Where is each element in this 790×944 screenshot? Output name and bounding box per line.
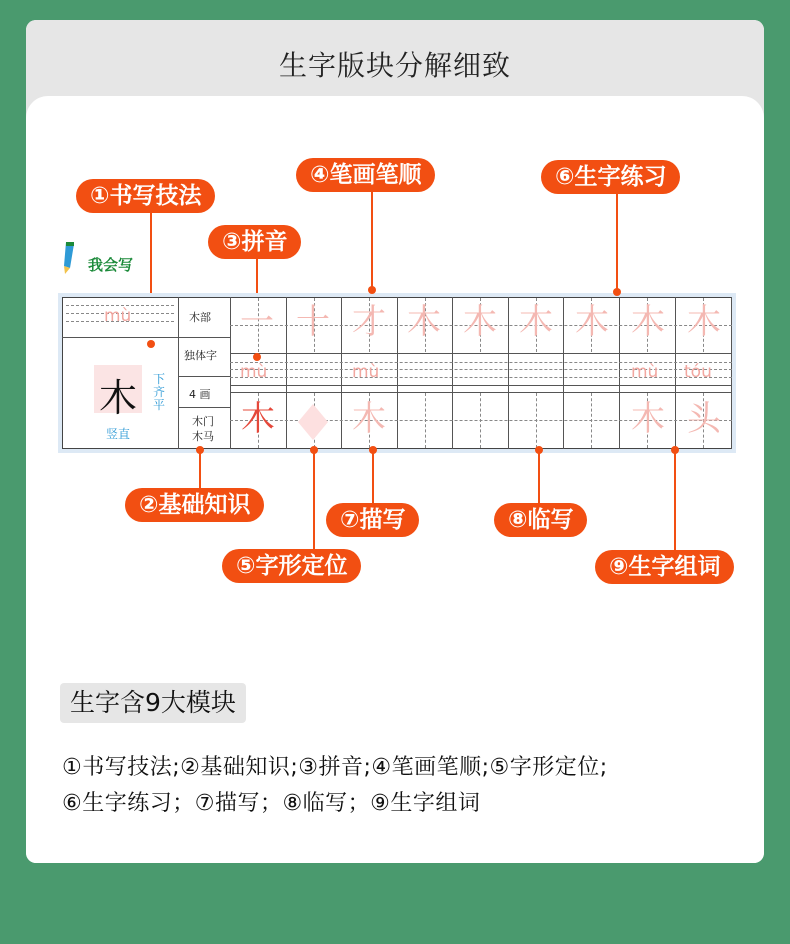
grid-line xyxy=(675,297,676,449)
stroke-name: 竖直 xyxy=(106,427,131,441)
label-pinyin: ③拼音 xyxy=(208,225,301,259)
module-list-line-2: ⑥生字练习；⑦描写；⑧临写；⑨生字组词 xyxy=(62,791,481,816)
stroke-step: 木 xyxy=(463,302,497,342)
connector-line xyxy=(372,450,374,503)
connector-dot xyxy=(535,446,543,454)
grid-line xyxy=(563,297,564,449)
worksheet-heading-text: 我会写 xyxy=(88,256,134,274)
word-line-1: 木门 xyxy=(192,415,214,428)
glyph-position-marker xyxy=(296,402,330,442)
label-copying: ⑧临写 xyxy=(494,503,587,537)
grid-line xyxy=(178,407,230,408)
connector-dot xyxy=(147,340,155,348)
stroke-step: 木 xyxy=(519,302,553,342)
model-character: 木 xyxy=(241,399,275,439)
grid-line xyxy=(230,385,732,386)
connector-line xyxy=(538,450,540,503)
grid-line xyxy=(397,297,398,449)
label-glyph-positioning: ⑤字形定位 xyxy=(222,549,361,583)
grid-line xyxy=(452,297,453,449)
connector-line xyxy=(313,450,315,549)
label-tracing: ⑦描写 xyxy=(326,503,419,537)
grid-line xyxy=(286,297,287,449)
radical-info: 木部 xyxy=(189,311,211,324)
connector-dot xyxy=(369,446,377,454)
word-character: 木 xyxy=(631,399,665,439)
grid-line xyxy=(341,297,342,449)
demo-character: 木 xyxy=(98,376,137,420)
stroke-step: 才 xyxy=(352,302,386,342)
word-line-2: 木马 xyxy=(192,430,214,443)
module-list-line-1: ①书写技法;②基础知识;③拼音;④笔画笔顺;⑤字形定位; xyxy=(62,755,608,780)
practice-pinyin: mù xyxy=(240,362,268,382)
practice-pinyin: tóu xyxy=(684,362,712,382)
grid-line xyxy=(230,392,732,393)
label-stroke-order: ④笔画笔顺 xyxy=(296,158,435,192)
structure-info: 独体字 xyxy=(184,349,217,362)
grid-line xyxy=(230,297,231,449)
grid-line xyxy=(62,337,178,338)
page-title: 生字版块分解细致 xyxy=(278,49,511,82)
connector-line xyxy=(616,194,618,291)
grid-line xyxy=(619,297,620,449)
label-word-building: ⑨生字组词 xyxy=(595,550,734,584)
grid-line xyxy=(178,337,230,338)
grid-line xyxy=(230,353,732,354)
stroke-step: 木 xyxy=(407,302,441,342)
grid-line xyxy=(178,376,230,377)
connector-line xyxy=(674,450,676,550)
connector-dot xyxy=(253,353,261,361)
stroke-step: 木 xyxy=(631,302,665,342)
grid-line xyxy=(508,297,509,449)
label-character-practice: ⑥生字练习 xyxy=(541,160,680,194)
practice-pinyin: mù xyxy=(352,362,380,382)
guide-text: 下齐平 xyxy=(152,372,165,412)
stroke-step: 一 xyxy=(240,302,274,342)
section-tag: 生字含9大模块 xyxy=(60,683,246,723)
practice-pinyin: mù xyxy=(631,362,659,382)
connector-dot xyxy=(613,288,621,296)
connector-dot xyxy=(310,446,318,454)
stroke-step: 木 xyxy=(575,302,609,342)
connector-dot xyxy=(368,286,376,294)
stroke-step: 木 xyxy=(687,302,721,342)
tracing-character: 木 xyxy=(352,399,386,439)
stroke-step: 十 xyxy=(296,302,330,342)
grid-line xyxy=(731,297,732,449)
connector-line xyxy=(371,192,373,290)
word-character: 头 xyxy=(687,399,721,439)
main-pinyin: mù xyxy=(104,306,132,326)
pencil-icon xyxy=(62,242,76,274)
stroke-count-info: 4 画 xyxy=(189,388,211,401)
connector-dot xyxy=(196,446,204,454)
label-writing-technique: ①书写技法 xyxy=(76,179,215,213)
connector-dot xyxy=(671,446,679,454)
grid-line xyxy=(178,297,179,449)
demo-character-box xyxy=(94,365,142,420)
label-basic-knowledge: ②基础知识 xyxy=(125,488,264,522)
connector-line xyxy=(199,450,201,488)
